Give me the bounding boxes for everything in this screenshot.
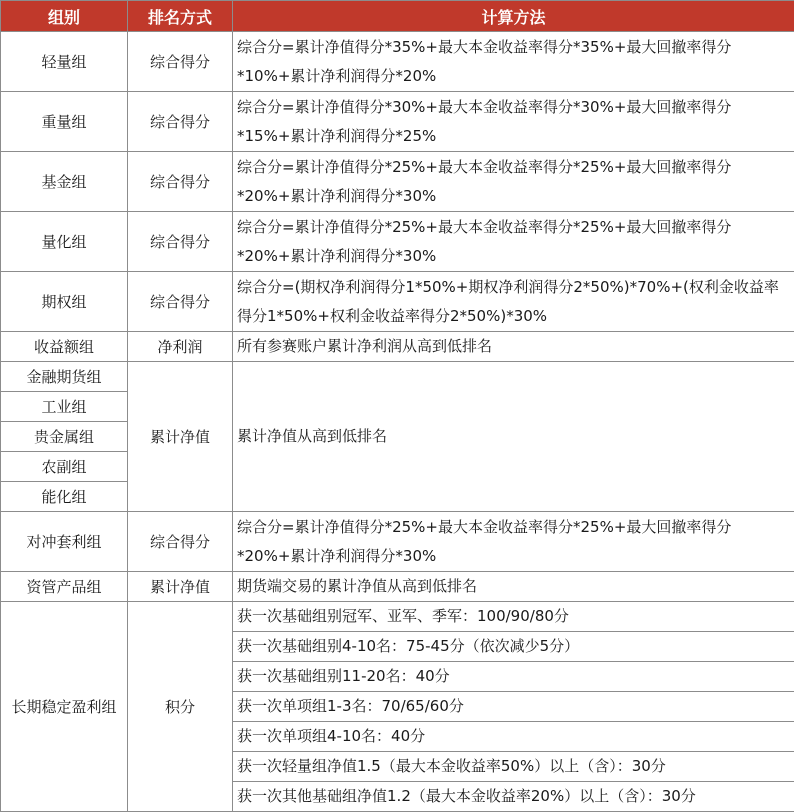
- table-row: [1, 362, 794, 392]
- points-rule-cell: 获一次基础组别11-20名：40分: [233, 662, 794, 692]
- group-cell: 农副组: [1, 452, 128, 482]
- method-cell: 综合得分: [128, 212, 233, 272]
- method-cell: 综合得分: [128, 272, 233, 332]
- points-rule-cell: 获一次其他基础组净值1.2（最大本金收益率20%）以上（含）：30分: [233, 782, 794, 812]
- group-cell: 重量组: [1, 92, 128, 152]
- method-cell: 累计净值: [128, 362, 233, 512]
- method-cell: 综合得分: [128, 32, 233, 92]
- group-cell: 金融期货组: [1, 362, 128, 392]
- group-cell: 能化组: [1, 482, 128, 512]
- method-cell: 积分: [128, 602, 233, 812]
- formula-cell: 综合分=累计净值得分*25%+最大本金收益率得分*25%+最大回撤率得分*20%+累计净利润得分*30%: [233, 152, 794, 212]
- group-cell: 对冲套利组: [1, 512, 128, 572]
- method-cell: 综合得分: [128, 152, 233, 212]
- table-row: [1, 572, 794, 602]
- table-row: [1, 512, 794, 572]
- method-cell: 综合得分: [128, 92, 233, 152]
- group-cell: 资管产品组: [1, 572, 128, 602]
- table-row: [1, 32, 794, 92]
- group-cell: 工业组: [1, 392, 128, 422]
- table-row: [1, 272, 794, 332]
- group-cell: 量化组: [1, 212, 128, 272]
- group-cell: 基金组: [1, 152, 128, 212]
- formula-cell: 综合分=累计净值得分*30%+最大本金收益率得分*30%+最大回撤率得分*15%+累计净利润得分*25%: [233, 92, 794, 152]
- formula-cell: 累计净值从高到低排名: [233, 362, 794, 512]
- formula-cell: 所有参赛账户累计净利润从高到低排名: [233, 332, 794, 362]
- group-cell: 收益额组: [1, 332, 128, 362]
- points-rule-cell: 获一次轻量组净值1.5（最大本金收益率50%）以上（含）：30分: [233, 752, 794, 782]
- points-rule-cell: 获一次单项组4-10名：40分: [233, 722, 794, 752]
- method-cell: 净利润: [128, 332, 233, 362]
- table-header-row: [1, 1, 794, 32]
- formula-cell: 期货端交易的累计净值从高到低排名: [233, 572, 794, 602]
- method-cell: 综合得分: [128, 512, 233, 572]
- formula-cell: 综合分=(期权净利润得分1*50%+期权净利润得分2*50%)*70%+(权利金收益率得分1*50%+权利金收益率得分2*50%)*30%: [233, 272, 794, 332]
- group-cell: 轻量组: [1, 32, 128, 92]
- points-rule-cell: 获一次单项组1-3名：70/65/60分: [233, 692, 794, 722]
- formula-cell: 综合分=累计净值得分*35%+最大本金收益率得分*35%+最大回撤率得分*10%+累计净利润得分*20%: [233, 32, 794, 92]
- table-row: [1, 92, 794, 152]
- header-group: 组别: [1, 1, 128, 32]
- table-row: [1, 602, 794, 632]
- table-row: [1, 212, 794, 272]
- method-cell: 累计净值: [128, 572, 233, 602]
- header-formula: 计算方法: [233, 1, 794, 32]
- group-cell: 贵金属组: [1, 422, 128, 452]
- group-cell: 长期稳定盈利组: [1, 602, 128, 812]
- formula-cell: 综合分=累计净值得分*25%+最大本金收益率得分*25%+最大回撤率得分*20%+累计净利润得分*30%: [233, 512, 794, 572]
- formula-cell: 综合分=累计净值得分*25%+最大本金收益率得分*25%+最大回撤率得分*20%+累计净利润得分*30%: [233, 212, 794, 272]
- points-rule-cell: 获一次基础组别冠军、亚军、季军：100/90/80分: [233, 602, 794, 632]
- header-method: 排名方式: [128, 1, 233, 32]
- points-rule-cell: 获一次基础组别4-10名：75-45分（依次减少5分）: [233, 632, 794, 662]
- group-cell: 期权组: [1, 272, 128, 332]
- table-row: [1, 332, 794, 362]
- table-row: [1, 152, 794, 212]
